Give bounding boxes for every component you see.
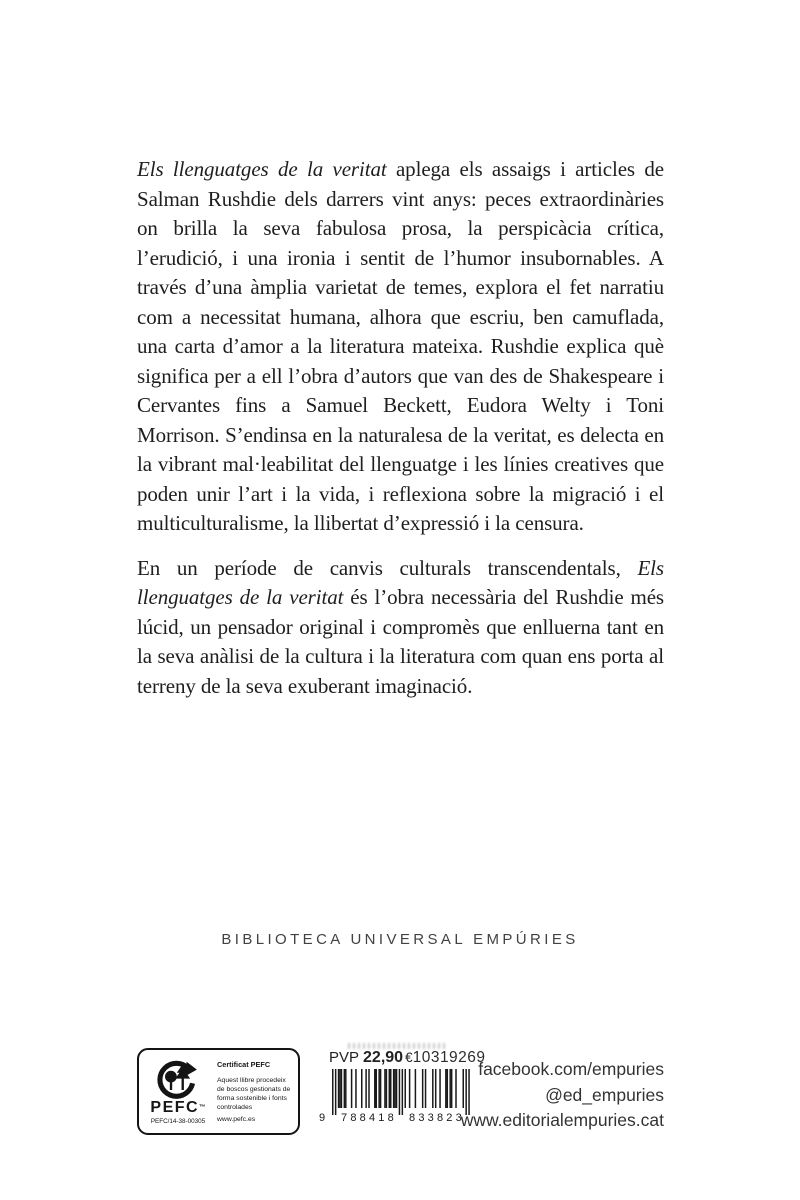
facebook-link: facebook.com/empuries: [478, 1059, 664, 1079]
synopsis-paragraph-1: [137, 155, 664, 539]
pefc-certificate-box: [137, 1048, 300, 1135]
price-and-barcode: [318, 1049, 486, 1123]
pefc-text-column: [217, 1057, 291, 1127]
barcode-digits-group2: 833823: [409, 1112, 465, 1123]
paragraph-text: aplega els assaigs i articles de Salman Rushdie dels darrers vint anys: peces extraordinàries on brilla la seva fabulosa prosa, la perspicàcia crítica, l’erudició, i una ironia i sentit de l’humor insubornables. A través d’una àmplia varietat de temes, explora el fet narratiu com a necessitat humana, alhora que escriu, ben camuflada, una carta d’amor a la literatura mateixa. Rushdie explica què significa per a ell l’obra d’autors que van des de Shakespeare i Cervantes fins a Samuel Beckett, Eudora Welty i Toni Morrison. S’endinsa en la naturalesa de la veritat, es delecta en la vibrant mal·leabilitat del llenguatge i les línies creatives que poden unir l’art i la vida, i reflexiona sobre la migració i el multiculturalisme, la llibertat d’expressió i la censura.: [137, 157, 664, 535]
collection-name: BIBLIOTECA UNIVERSAL EMPÚRIES: [221, 931, 579, 948]
paragraph-text: és l’obra necessària del Rushdie més lúcid, un pensador original i compromès que enlluerna tant en la seva anàlisi de la cultura i la literatura com quan ens porta al terreny de la seva exuberant imaginació.: [137, 585, 665, 698]
pefc-license-code: PEFC/14-38-00305: [150, 1118, 206, 1125]
price-value: 22,90: [363, 1049, 404, 1066]
synopsis-paragraph-2: [137, 554, 664, 702]
pefc-logo-column: [147, 1057, 209, 1127]
barcode-digit-prefix: 9: [319, 1112, 326, 1123]
paragraph-text: En un període de canvis culturals transcendentals,: [137, 555, 638, 580]
book-title-italic: Els llenguatges de la veritat: [137, 157, 387, 181]
pefc-certificate-title: Certificat PEFC: [217, 1060, 271, 1069]
pefc-url: www.pefc.es: [217, 1116, 256, 1123]
pvp-label: PVP: [329, 1049, 360, 1066]
barcode-digits-group1: 788418: [341, 1112, 397, 1123]
twitter-handle: @ed_empuries: [545, 1084, 664, 1105]
currency-symbol: €: [405, 1050, 413, 1065]
synopsis: [137, 155, 664, 701]
ean13-barcode: [318, 1069, 470, 1123]
book-title-italic: Els llenguatges de la veritat: [137, 555, 664, 609]
publisher-links: [461, 1057, 664, 1134]
internal-reference-number: 10319269: [412, 1049, 486, 1066]
trademark-symbol: ™: [199, 1104, 206, 1111]
price-row: [318, 1049, 486, 1067]
barcode-print-smudge: [348, 1043, 446, 1049]
barcode-bars: [332, 1069, 470, 1115]
pefc-trees-icon: [153, 1057, 203, 1101]
pefc-wordmark-text: PEFC: [150, 1099, 200, 1116]
publisher-website: www.editorialempuries.cat: [460, 1110, 664, 1130]
pefc-wordmark: [150, 1101, 205, 1115]
pefc-description: Aquest llibre procedeix de boscos gestionats de forma sostenible i fonts controlades: [217, 1077, 291, 1111]
